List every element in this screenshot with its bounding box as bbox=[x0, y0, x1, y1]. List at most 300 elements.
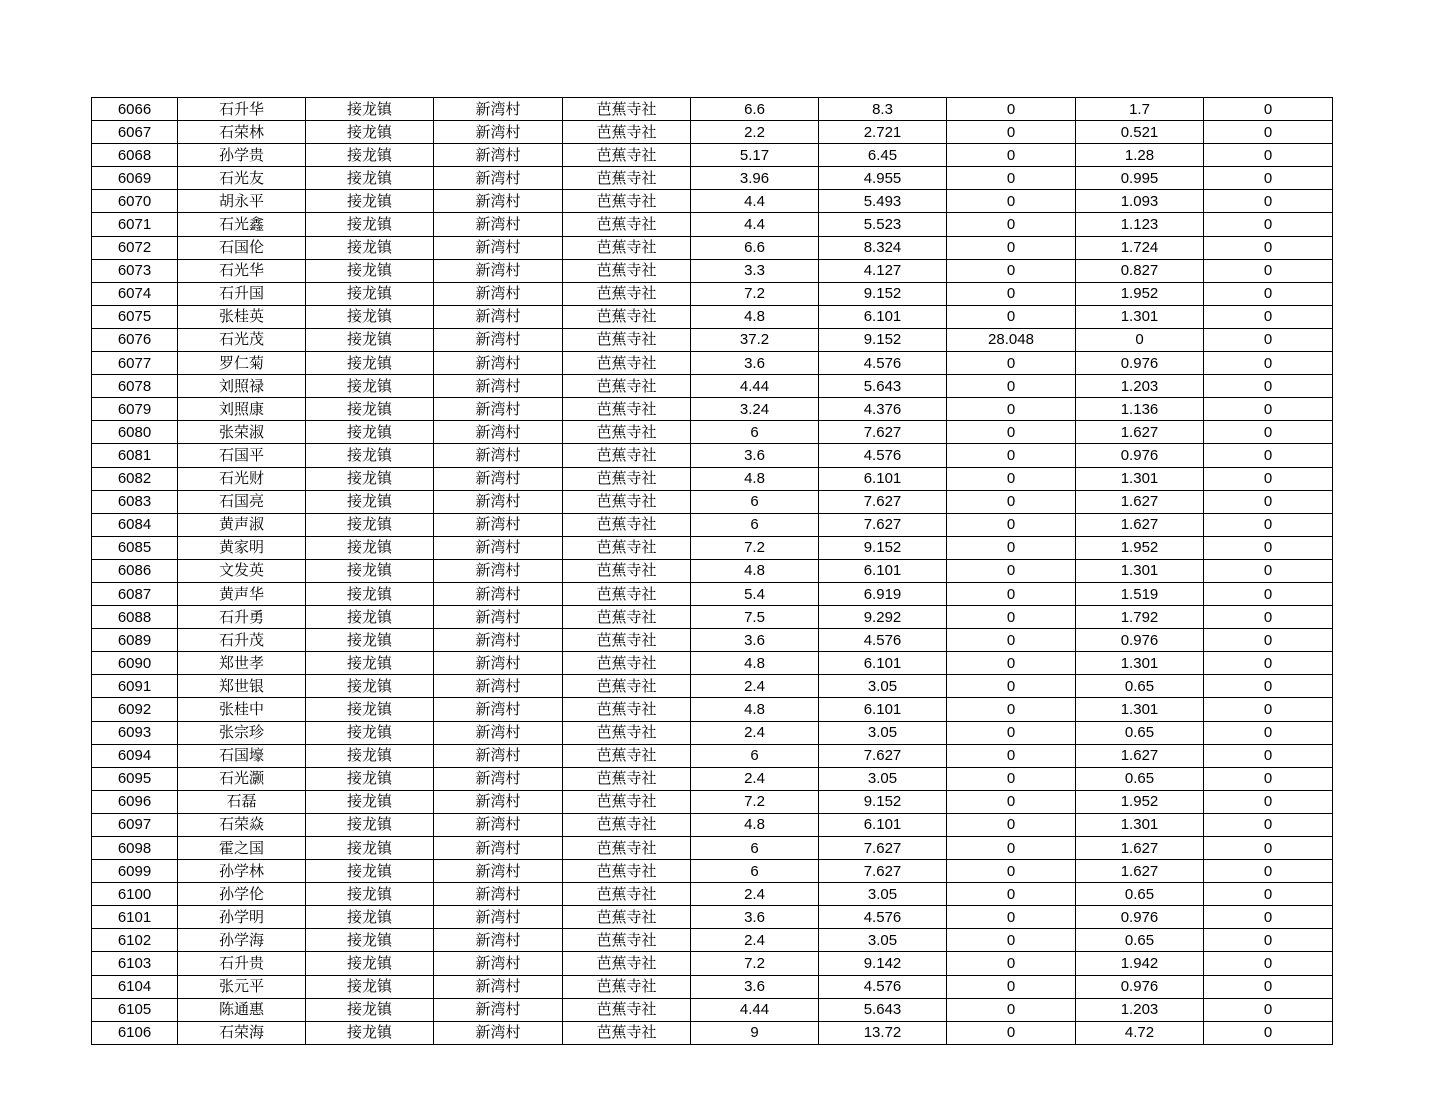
row-id-cell: 6101 bbox=[92, 906, 178, 929]
value-c-cell: 0 bbox=[947, 490, 1076, 513]
value-b-cell: 6.919 bbox=[819, 582, 947, 605]
value-d-cell: 0.65 bbox=[1076, 929, 1204, 952]
village-cell: 新湾村 bbox=[434, 813, 563, 836]
value-b-cell: 6.101 bbox=[819, 305, 947, 328]
value-a-cell: 3.96 bbox=[691, 167, 819, 190]
value-b-cell: 4.376 bbox=[819, 398, 947, 421]
value-d-cell: 4.72 bbox=[1076, 1021, 1204, 1044]
group-cell: 芭蕉寺社 bbox=[563, 121, 691, 144]
town-cell: 接龙镇 bbox=[306, 906, 434, 929]
value-b-cell: 4.576 bbox=[819, 629, 947, 652]
row-id-cell: 6075 bbox=[92, 305, 178, 328]
name-cell: 石荣海 bbox=[178, 1021, 306, 1044]
value-c-cell: 0 bbox=[947, 813, 1076, 836]
row-id-cell: 6069 bbox=[92, 167, 178, 190]
name-cell: 石荣林 bbox=[178, 121, 306, 144]
table-row bbox=[92, 467, 1333, 490]
value-b-cell: 9.292 bbox=[819, 606, 947, 629]
group-cell: 芭蕉寺社 bbox=[563, 652, 691, 675]
value-e-cell: 0 bbox=[1204, 1021, 1333, 1044]
village-cell: 新湾村 bbox=[434, 837, 563, 860]
town-cell: 接龙镇 bbox=[306, 744, 434, 767]
town-cell: 接龙镇 bbox=[306, 98, 434, 121]
name-cell: 石国壕 bbox=[178, 744, 306, 767]
town-cell: 接龙镇 bbox=[306, 144, 434, 167]
group-cell: 芭蕉寺社 bbox=[563, 398, 691, 421]
value-c-cell: 0 bbox=[947, 536, 1076, 559]
value-a-cell: 7.2 bbox=[691, 952, 819, 975]
table-row bbox=[92, 167, 1333, 190]
value-e-cell: 0 bbox=[1204, 883, 1333, 906]
value-e-cell: 0 bbox=[1204, 837, 1333, 860]
value-b-cell: 3.05 bbox=[819, 721, 947, 744]
value-e-cell: 0 bbox=[1204, 744, 1333, 767]
table-row bbox=[92, 629, 1333, 652]
row-id-cell: 6105 bbox=[92, 998, 178, 1021]
value-d-cell: 1.952 bbox=[1076, 536, 1204, 559]
group-cell: 芭蕉寺社 bbox=[563, 675, 691, 698]
town-cell: 接龙镇 bbox=[306, 259, 434, 282]
value-e-cell: 0 bbox=[1204, 606, 1333, 629]
row-id-cell: 6081 bbox=[92, 444, 178, 467]
value-b-cell: 13.72 bbox=[819, 1021, 947, 1044]
row-id-cell: 6074 bbox=[92, 282, 178, 305]
value-d-cell: 0.976 bbox=[1076, 444, 1204, 467]
value-d-cell: 1.301 bbox=[1076, 467, 1204, 490]
town-cell: 接龙镇 bbox=[306, 652, 434, 675]
group-cell: 芭蕉寺社 bbox=[563, 906, 691, 929]
value-b-cell: 4.576 bbox=[819, 975, 947, 998]
row-id-cell: 6077 bbox=[92, 352, 178, 375]
name-cell: 张桂英 bbox=[178, 305, 306, 328]
row-id-cell: 6087 bbox=[92, 582, 178, 605]
group-cell: 芭蕉寺社 bbox=[563, 190, 691, 213]
name-cell: 孙学伦 bbox=[178, 883, 306, 906]
table-row bbox=[92, 582, 1333, 605]
row-id-cell: 6083 bbox=[92, 490, 178, 513]
group-cell: 芭蕉寺社 bbox=[563, 536, 691, 559]
town-cell: 接龙镇 bbox=[306, 444, 434, 467]
town-cell: 接龙镇 bbox=[306, 767, 434, 790]
value-d-cell: 1.093 bbox=[1076, 190, 1204, 213]
village-cell: 新湾村 bbox=[434, 121, 563, 144]
name-cell: 石升贵 bbox=[178, 952, 306, 975]
table-row bbox=[92, 767, 1333, 790]
value-a-cell: 4.4 bbox=[691, 213, 819, 236]
village-cell: 新湾村 bbox=[434, 606, 563, 629]
value-e-cell: 0 bbox=[1204, 167, 1333, 190]
name-cell: 刘照康 bbox=[178, 398, 306, 421]
value-d-cell: 1.136 bbox=[1076, 398, 1204, 421]
town-cell: 接龙镇 bbox=[306, 629, 434, 652]
village-cell: 新湾村 bbox=[434, 167, 563, 190]
group-cell: 芭蕉寺社 bbox=[563, 1021, 691, 1044]
name-cell: 刘照禄 bbox=[178, 375, 306, 398]
table-row bbox=[92, 421, 1333, 444]
value-e-cell: 0 bbox=[1204, 375, 1333, 398]
value-d-cell: 1.627 bbox=[1076, 837, 1204, 860]
value-e-cell: 0 bbox=[1204, 98, 1333, 121]
group-cell: 芭蕉寺社 bbox=[563, 767, 691, 790]
value-a-cell: 6.6 bbox=[691, 98, 819, 121]
value-c-cell: 0 bbox=[947, 121, 1076, 144]
table-row bbox=[92, 790, 1333, 813]
value-e-cell: 0 bbox=[1204, 398, 1333, 421]
value-c-cell: 0 bbox=[947, 952, 1076, 975]
row-id-cell: 6080 bbox=[92, 421, 178, 444]
row-id-cell: 6100 bbox=[92, 883, 178, 906]
village-cell: 新湾村 bbox=[434, 444, 563, 467]
name-cell: 石光茂 bbox=[178, 328, 306, 351]
group-cell: 芭蕉寺社 bbox=[563, 582, 691, 605]
village-cell: 新湾村 bbox=[434, 282, 563, 305]
village-cell: 新湾村 bbox=[434, 698, 563, 721]
value-b-cell: 5.493 bbox=[819, 190, 947, 213]
value-c-cell: 0 bbox=[947, 213, 1076, 236]
group-cell: 芭蕉寺社 bbox=[563, 236, 691, 259]
table-row bbox=[92, 190, 1333, 213]
value-e-cell: 0 bbox=[1204, 513, 1333, 536]
town-cell: 接龙镇 bbox=[306, 305, 434, 328]
value-a-cell: 5.4 bbox=[691, 582, 819, 605]
name-cell: 胡永平 bbox=[178, 190, 306, 213]
value-c-cell: 28.048 bbox=[947, 328, 1076, 351]
table-row bbox=[92, 860, 1333, 883]
village-cell: 新湾村 bbox=[434, 328, 563, 351]
value-a-cell: 4.8 bbox=[691, 698, 819, 721]
table-row bbox=[92, 652, 1333, 675]
value-e-cell: 0 bbox=[1204, 190, 1333, 213]
value-b-cell: 3.05 bbox=[819, 767, 947, 790]
row-id-cell: 6089 bbox=[92, 629, 178, 652]
value-e-cell: 0 bbox=[1204, 860, 1333, 883]
name-cell: 张桂中 bbox=[178, 698, 306, 721]
value-b-cell: 8.324 bbox=[819, 236, 947, 259]
row-id-cell: 6098 bbox=[92, 837, 178, 860]
village-cell: 新湾村 bbox=[434, 860, 563, 883]
value-d-cell: 1.627 bbox=[1076, 513, 1204, 536]
table-row bbox=[92, 559, 1333, 582]
value-b-cell: 2.721 bbox=[819, 121, 947, 144]
value-e-cell: 0 bbox=[1204, 929, 1333, 952]
name-cell: 郑世银 bbox=[178, 675, 306, 698]
group-cell: 芭蕉寺社 bbox=[563, 490, 691, 513]
row-id-cell: 6078 bbox=[92, 375, 178, 398]
village-cell: 新湾村 bbox=[434, 975, 563, 998]
town-cell: 接龙镇 bbox=[306, 975, 434, 998]
table-row bbox=[92, 952, 1333, 975]
value-b-cell: 3.05 bbox=[819, 883, 947, 906]
value-d-cell: 0.65 bbox=[1076, 767, 1204, 790]
value-b-cell: 7.627 bbox=[819, 744, 947, 767]
village-cell: 新湾村 bbox=[434, 490, 563, 513]
group-cell: 芭蕉寺社 bbox=[563, 606, 691, 629]
row-id-cell: 6066 bbox=[92, 98, 178, 121]
value-e-cell: 0 bbox=[1204, 767, 1333, 790]
village-cell: 新湾村 bbox=[434, 559, 563, 582]
value-b-cell: 9.152 bbox=[819, 282, 947, 305]
village-cell: 新湾村 bbox=[434, 236, 563, 259]
town-cell: 接龙镇 bbox=[306, 536, 434, 559]
value-a-cell: 37.2 bbox=[691, 328, 819, 351]
value-d-cell: 1.301 bbox=[1076, 813, 1204, 836]
town-cell: 接龙镇 bbox=[306, 121, 434, 144]
value-b-cell: 5.643 bbox=[819, 998, 947, 1021]
group-cell: 芭蕉寺社 bbox=[563, 421, 691, 444]
value-d-cell: 1.627 bbox=[1076, 490, 1204, 513]
value-a-cell: 4.44 bbox=[691, 998, 819, 1021]
value-a-cell: 7.2 bbox=[691, 790, 819, 813]
value-a-cell: 4.8 bbox=[691, 467, 819, 490]
village-cell: 新湾村 bbox=[434, 767, 563, 790]
name-cell: 石磊 bbox=[178, 790, 306, 813]
value-c-cell: 0 bbox=[947, 906, 1076, 929]
value-a-cell: 7.5 bbox=[691, 606, 819, 629]
value-e-cell: 0 bbox=[1204, 906, 1333, 929]
value-d-cell: 0 bbox=[1076, 328, 1204, 351]
name-cell: 黄声华 bbox=[178, 582, 306, 605]
value-a-cell: 2.4 bbox=[691, 929, 819, 952]
village-cell: 新湾村 bbox=[434, 582, 563, 605]
group-cell: 芭蕉寺社 bbox=[563, 352, 691, 375]
value-c-cell: 0 bbox=[947, 167, 1076, 190]
town-cell: 接龙镇 bbox=[306, 790, 434, 813]
table-row bbox=[92, 998, 1333, 1021]
value-b-cell: 4.576 bbox=[819, 444, 947, 467]
value-b-cell: 7.627 bbox=[819, 837, 947, 860]
value-d-cell: 1.203 bbox=[1076, 998, 1204, 1021]
town-cell: 接龙镇 bbox=[306, 813, 434, 836]
value-c-cell: 0 bbox=[947, 652, 1076, 675]
value-a-cell: 2.4 bbox=[691, 767, 819, 790]
value-b-cell: 6.101 bbox=[819, 698, 947, 721]
village-cell: 新湾村 bbox=[434, 398, 563, 421]
value-a-cell: 6 bbox=[691, 421, 819, 444]
village-cell: 新湾村 bbox=[434, 998, 563, 1021]
value-d-cell: 1.627 bbox=[1076, 744, 1204, 767]
value-e-cell: 0 bbox=[1204, 121, 1333, 144]
value-d-cell: 1.519 bbox=[1076, 582, 1204, 605]
value-b-cell: 6.101 bbox=[819, 813, 947, 836]
table-row bbox=[92, 305, 1333, 328]
table-row bbox=[92, 236, 1333, 259]
group-cell: 芭蕉寺社 bbox=[563, 98, 691, 121]
value-b-cell: 7.627 bbox=[819, 421, 947, 444]
value-b-cell: 7.627 bbox=[819, 860, 947, 883]
table-row bbox=[92, 213, 1333, 236]
value-d-cell: 1.627 bbox=[1076, 860, 1204, 883]
value-c-cell: 0 bbox=[947, 606, 1076, 629]
value-d-cell: 1.203 bbox=[1076, 375, 1204, 398]
value-a-cell: 2.4 bbox=[691, 675, 819, 698]
name-cell: 石光华 bbox=[178, 259, 306, 282]
value-d-cell: 0.976 bbox=[1076, 906, 1204, 929]
value-b-cell: 6.101 bbox=[819, 467, 947, 490]
value-b-cell: 7.627 bbox=[819, 490, 947, 513]
name-cell: 石光友 bbox=[178, 167, 306, 190]
value-b-cell: 9.152 bbox=[819, 790, 947, 813]
town-cell: 接龙镇 bbox=[306, 213, 434, 236]
name-cell: 石升茂 bbox=[178, 629, 306, 652]
row-id-cell: 6084 bbox=[92, 513, 178, 536]
value-a-cell: 6 bbox=[691, 744, 819, 767]
value-a-cell: 5.17 bbox=[691, 144, 819, 167]
row-id-cell: 6102 bbox=[92, 929, 178, 952]
row-id-cell: 6092 bbox=[92, 698, 178, 721]
row-id-cell: 6091 bbox=[92, 675, 178, 698]
row-id-cell: 6068 bbox=[92, 144, 178, 167]
value-d-cell: 0.827 bbox=[1076, 259, 1204, 282]
value-e-cell: 0 bbox=[1204, 790, 1333, 813]
value-e-cell: 0 bbox=[1204, 259, 1333, 282]
name-cell: 石升华 bbox=[178, 98, 306, 121]
group-cell: 芭蕉寺社 bbox=[563, 998, 691, 1021]
table-row bbox=[92, 721, 1333, 744]
village-cell: 新湾村 bbox=[434, 513, 563, 536]
table-row bbox=[92, 513, 1333, 536]
table-row bbox=[92, 929, 1333, 952]
name-cell: 张元平 bbox=[178, 975, 306, 998]
name-cell: 石光灏 bbox=[178, 767, 306, 790]
value-b-cell: 5.523 bbox=[819, 213, 947, 236]
value-d-cell: 1.301 bbox=[1076, 559, 1204, 582]
value-e-cell: 0 bbox=[1204, 536, 1333, 559]
group-cell: 芭蕉寺社 bbox=[563, 860, 691, 883]
name-cell: 石国平 bbox=[178, 444, 306, 467]
value-e-cell: 0 bbox=[1204, 813, 1333, 836]
name-cell: 石荣焱 bbox=[178, 813, 306, 836]
town-cell: 接龙镇 bbox=[306, 998, 434, 1021]
village-cell: 新湾村 bbox=[434, 744, 563, 767]
village-cell: 新湾村 bbox=[434, 629, 563, 652]
value-a-cell: 4.8 bbox=[691, 559, 819, 582]
row-id-cell: 6086 bbox=[92, 559, 178, 582]
row-id-cell: 6095 bbox=[92, 767, 178, 790]
value-b-cell: 6.101 bbox=[819, 652, 947, 675]
table-row bbox=[92, 813, 1333, 836]
value-e-cell: 0 bbox=[1204, 328, 1333, 351]
row-id-cell: 6094 bbox=[92, 744, 178, 767]
town-cell: 接龙镇 bbox=[306, 513, 434, 536]
value-d-cell: 1.942 bbox=[1076, 952, 1204, 975]
value-a-cell: 2.2 bbox=[691, 121, 819, 144]
name-cell: 张宗珍 bbox=[178, 721, 306, 744]
town-cell: 接龙镇 bbox=[306, 698, 434, 721]
value-a-cell: 3.6 bbox=[691, 975, 819, 998]
group-cell: 芭蕉寺社 bbox=[563, 952, 691, 975]
group-cell: 芭蕉寺社 bbox=[563, 883, 691, 906]
value-d-cell: 0.976 bbox=[1076, 629, 1204, 652]
value-a-cell: 4.8 bbox=[691, 813, 819, 836]
row-id-cell: 6073 bbox=[92, 259, 178, 282]
table-row bbox=[92, 328, 1333, 351]
value-b-cell: 4.576 bbox=[819, 906, 947, 929]
village-cell: 新湾村 bbox=[434, 536, 563, 559]
value-b-cell: 4.955 bbox=[819, 167, 947, 190]
village-cell: 新湾村 bbox=[434, 259, 563, 282]
village-cell: 新湾村 bbox=[434, 652, 563, 675]
town-cell: 接龙镇 bbox=[306, 860, 434, 883]
table-row bbox=[92, 606, 1333, 629]
table-row bbox=[92, 375, 1333, 398]
village-cell: 新湾村 bbox=[434, 213, 563, 236]
value-c-cell: 0 bbox=[947, 467, 1076, 490]
town-cell: 接龙镇 bbox=[306, 421, 434, 444]
value-c-cell: 0 bbox=[947, 721, 1076, 744]
table-row bbox=[92, 444, 1333, 467]
value-e-cell: 0 bbox=[1204, 652, 1333, 675]
table-row bbox=[92, 698, 1333, 721]
table-row bbox=[92, 398, 1333, 421]
group-cell: 芭蕉寺社 bbox=[563, 837, 691, 860]
table-row bbox=[92, 906, 1333, 929]
village-cell: 新湾村 bbox=[434, 883, 563, 906]
group-cell: 芭蕉寺社 bbox=[563, 467, 691, 490]
value-e-cell: 0 bbox=[1204, 629, 1333, 652]
value-b-cell: 3.05 bbox=[819, 675, 947, 698]
value-c-cell: 0 bbox=[947, 559, 1076, 582]
value-d-cell: 0.65 bbox=[1076, 883, 1204, 906]
row-id-cell: 6097 bbox=[92, 813, 178, 836]
value-e-cell: 0 bbox=[1204, 721, 1333, 744]
group-cell: 芭蕉寺社 bbox=[563, 259, 691, 282]
value-a-cell: 2.4 bbox=[691, 883, 819, 906]
value-a-cell: 7.2 bbox=[691, 536, 819, 559]
value-d-cell: 1.28 bbox=[1076, 144, 1204, 167]
value-d-cell: 1.792 bbox=[1076, 606, 1204, 629]
name-cell: 孙学林 bbox=[178, 860, 306, 883]
group-cell: 芭蕉寺社 bbox=[563, 167, 691, 190]
group-cell: 芭蕉寺社 bbox=[563, 744, 691, 767]
village-cell: 新湾村 bbox=[434, 675, 563, 698]
value-e-cell: 0 bbox=[1204, 952, 1333, 975]
value-a-cell: 7.2 bbox=[691, 282, 819, 305]
name-cell: 孙学贵 bbox=[178, 144, 306, 167]
value-d-cell: 1.301 bbox=[1076, 698, 1204, 721]
value-d-cell: 1.123 bbox=[1076, 213, 1204, 236]
data-table bbox=[91, 97, 1333, 1045]
value-c-cell: 0 bbox=[947, 629, 1076, 652]
value-c-cell: 0 bbox=[947, 998, 1076, 1021]
name-cell: 石国伦 bbox=[178, 236, 306, 259]
value-a-cell: 3.6 bbox=[691, 906, 819, 929]
value-c-cell: 0 bbox=[947, 444, 1076, 467]
value-a-cell: 6 bbox=[691, 490, 819, 513]
village-cell: 新湾村 bbox=[434, 375, 563, 398]
value-e-cell: 0 bbox=[1204, 582, 1333, 605]
name-cell: 石光鑫 bbox=[178, 213, 306, 236]
table-row bbox=[92, 98, 1333, 121]
village-cell: 新湾村 bbox=[434, 305, 563, 328]
town-cell: 接龙镇 bbox=[306, 236, 434, 259]
group-cell: 芭蕉寺社 bbox=[563, 790, 691, 813]
value-d-cell: 1.952 bbox=[1076, 790, 1204, 813]
value-b-cell: 6.45 bbox=[819, 144, 947, 167]
group-cell: 芭蕉寺社 bbox=[563, 305, 691, 328]
row-id-cell: 6085 bbox=[92, 536, 178, 559]
name-cell: 石光财 bbox=[178, 467, 306, 490]
value-a-cell: 2.4 bbox=[691, 721, 819, 744]
row-id-cell: 6103 bbox=[92, 952, 178, 975]
table-row bbox=[92, 490, 1333, 513]
value-c-cell: 0 bbox=[947, 790, 1076, 813]
table-row bbox=[92, 837, 1333, 860]
row-id-cell: 6070 bbox=[92, 190, 178, 213]
value-c-cell: 0 bbox=[947, 860, 1076, 883]
group-cell: 芭蕉寺社 bbox=[563, 144, 691, 167]
value-d-cell: 1.724 bbox=[1076, 236, 1204, 259]
town-cell: 接龙镇 bbox=[306, 490, 434, 513]
